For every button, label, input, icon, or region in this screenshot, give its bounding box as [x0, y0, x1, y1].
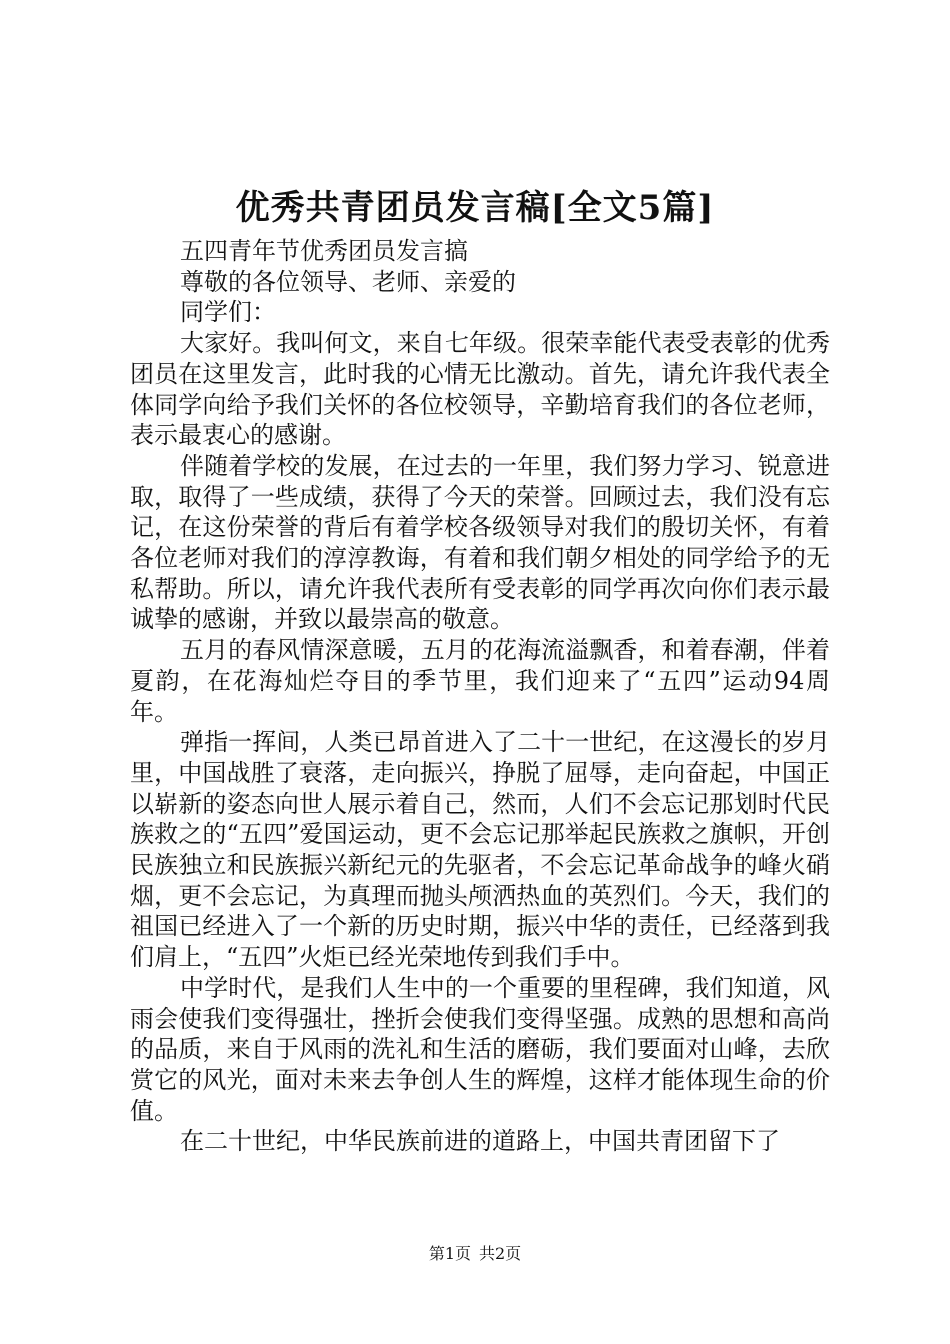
salutation-line-2: 同学们： [180, 298, 276, 327]
page-total: 共2页 [479, 1244, 522, 1263]
paragraph-2: 伴随着学校的发展，在过去的一年里，我们努力学习、锐意进取，取得了一些成绩，获得了今天的荣誉。回顾过去，我们没有忘记，在这份荣誉的背后有着学校各级领导对我们的殷切关怀，有着各位老师对我们的淳淳教诲，有着和我们朝夕相处的同学给予的无私帮助。所以，请允许我代表所有受表彰的同学再次向你们表示最诚挚的感谢，并致以最崇高的敬意。 [130, 451, 830, 634]
page-number: 第1页 [428, 1244, 471, 1263]
salutation-line-1: 尊敬的各位领导、老师、亲爱的 [180, 267, 516, 296]
document-title: 优秀共青团员发言稿[全文5篇] [235, 188, 715, 228]
page-footer [0, 1244, 950, 1264]
paragraph-6: 在二十世纪，中华民族前进的道路上，中国共青团留下了 [180, 1127, 780, 1156]
paragraph-3: 五月的春风情深意暖，五月的花海流溢飘香，和着春潮，伴着夏韵，在花海灿烂夺目的季节里，我们迎来了“五四”运动94周年。 [130, 636, 830, 726]
paragraph-1: 大家好。我叫何文，来自七年级。很荣幸能代表受表彰的优秀团员在这里发言，此时我的心情无比激动。首先，请允许我代表全体同学向给予我们关怀的各位校领导，辛勤培育我们的各位老师，表示最衷心的感谢。 [130, 329, 830, 450]
paragraph-4: 弹指一挥间，人类已昂首进入了二十一世纪，在这漫长的岁月里，中国战胜了衰落，走向振兴，挣脱了屈辱，走向奋起，中国正以崭新的姿态向世人展示着自己，然而，人们不会忘记那划时代民族救之的“五四”爱国运动，更不会忘记那举起民族救之旗帜，开创民族独立和民族振兴新纪元的先驱者，不会忘记革命战争的峰火硝烟，更不会忘记，为真理而抛头颅洒热血的英烈们。今天，我们的祖国已经进入了一个新的历史时期，振兴中华的责任，已经落到我们肩上，“五四”火炬已经光荣地传到我们手中。 [130, 728, 830, 972]
paragraph-5: 中学时代，是我们人生中的一个重要的里程碑，我们知道，风雨会使我们变得强壮，挫折会使我们变得坚强。成熟的思想和高尚的品质，来自于风雨的洗礼和生活的磨砺，我们要面对山峰，去欣赏它的风光，面对未来去争创人生的辉煌，这样才能体现生命的价值。 [130, 973, 830, 1125]
document-subtitle: 五四青年节优秀团员发言搞 [180, 237, 468, 265]
document-body [130, 236, 830, 1157]
